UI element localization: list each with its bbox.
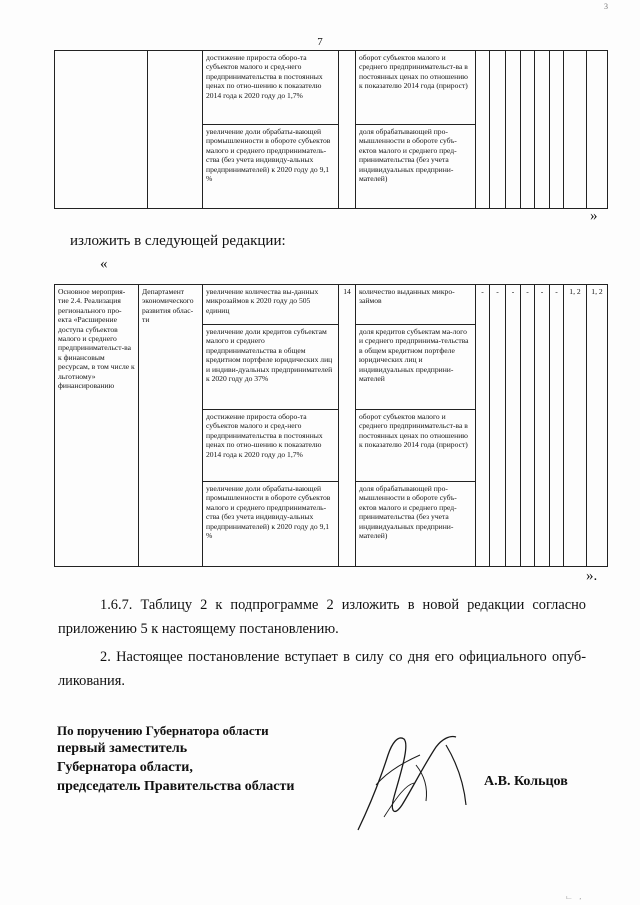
value-cell: 1, 2 xyxy=(587,285,608,567)
result-cell: достижение прироста оборо-та субъектов малого и сред-него предпринимательства в постоянных ценах по отно-шению к показателю 2014 года к 2020 году до 1,7% xyxy=(203,410,339,482)
paragraph-2: 2. Настоящее постановление вступает в силу со дня его официального опуб-ликования. xyxy=(58,649,586,689)
executor-cell: Департамент экономического развития облас-ти xyxy=(139,285,203,567)
result-cell: увеличение доли обрабаты-вающей промышленности в обороте субъектов малого и среднего предприниматель-ства (без учета индивиду-альных предпринимателей) к 2020 году до 9,1 % xyxy=(203,125,339,209)
signature-block xyxy=(57,722,294,796)
handwritten-signature xyxy=(328,725,478,835)
result-cell: достижение прироста оборо-та субъектов малого и сред-него предпринимательства в постоянных ценах по отно-шению к показателю 2014 года к 2020 году до 1,7% xyxy=(203,51,339,125)
value-cell: - xyxy=(550,285,564,567)
intro-text: изложить в следующей редакции: xyxy=(70,233,286,249)
indicator-cell: доля кредитов субъектам ма-лого и среднего предпринима-тельства в общем кредитном портфеле юридических лиц и индивидуальных предприни-мателей xyxy=(356,325,476,410)
footer-mark: ட , xyxy=(566,893,585,901)
page-number: 7 xyxy=(317,36,323,48)
signature-line-4: председатель Правительства области xyxy=(57,779,295,794)
value-cell: - xyxy=(535,285,550,567)
main-table xyxy=(54,284,608,567)
value-cell: - xyxy=(490,285,506,567)
indicator-cell: доля обрабатывающей про-мышленности в обороте субъ-ектов малого и среднего пред-принимательства (без учета индивидуальных предприни-мателей) xyxy=(356,482,476,567)
closing-quote-period: ». xyxy=(586,568,598,584)
signature-line-1: По поручению Губернатора области xyxy=(57,723,269,738)
result-cell: увеличение количества вы-данных микрозаймов к 2020 году до 505 единиц xyxy=(203,285,339,325)
paragraph-1-6-7: 1.6.7. Таблицу 2 к подпрограмме 2 изложить в новой редакции согласно приложению 5 к настоящему постановлению. xyxy=(58,597,586,637)
event-cell: Основное мероприя-тие 2.4. Реализация регионального про-екта «Расширение доступа субъектов малого и среднего предпринимательст-ва к финансовым ресурсам, в том числе к льготному» финансированию xyxy=(55,285,139,567)
opening-quote: « xyxy=(100,256,108,272)
indicator-cell: оборот субъектов малого и среднего предпринимательст-ва в постоянных ценах по отношению к показателю 2014 года (прирост) xyxy=(356,51,476,125)
corner-mark: 3 xyxy=(604,2,608,11)
value-cell: - xyxy=(476,285,490,567)
executor-cell xyxy=(148,51,203,209)
code-cell xyxy=(339,51,356,209)
table-row xyxy=(55,51,608,125)
result-cell: увеличение доли обрабаты-вающей промышленности в обороте субъектов малого и среднего предприниматель-ства (без учета индивиду-альных предпринимателей) к 2020 году до 9,1 % xyxy=(203,482,339,567)
signer-name: А.В. Кольцов xyxy=(484,774,568,789)
code-cell: 14 xyxy=(339,285,356,567)
continuation-table xyxy=(54,50,608,209)
result-cell: увеличение доли кредитов субъектам малого и среднего предпринимательства в общем кредитном портфеле юридических лиц и индиви-дуальных предпринимателей к 2020 году до 37% xyxy=(203,325,339,410)
indicator-cell: количество выданных микро-займов xyxy=(356,285,476,325)
value-cell: - xyxy=(506,285,521,567)
indicator-cell: доля обрабатывающей про-мышленности в обороте субъ-ектов малого и среднего пред-принимательства (без учета индивидуальных предприни-мателей) xyxy=(356,125,476,209)
signature-line-3: Губернатора области, xyxy=(57,760,193,775)
event-cell xyxy=(55,51,148,209)
table-row xyxy=(55,285,608,325)
indicator-cell: оборот субъектов малого и среднего предпринимательст-ва в постоянных ценах по отношению к показателю 2014 года (прирост) xyxy=(356,410,476,482)
value-cell: - xyxy=(521,285,535,567)
value-cell: 1, 2 xyxy=(564,285,587,567)
signature-line-2: первый заместитель xyxy=(57,741,188,756)
closing-quote: » xyxy=(590,208,598,224)
